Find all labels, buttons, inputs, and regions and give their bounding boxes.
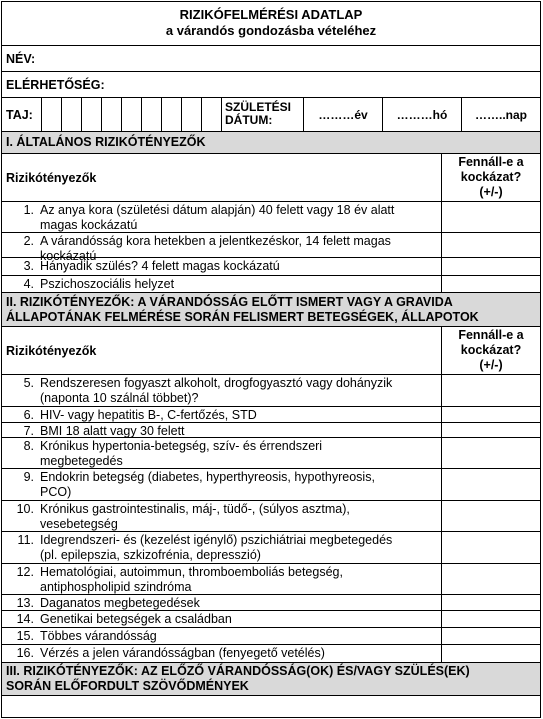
risk-factor-row	[2, 628, 540, 645]
risk-factor-text-line: Krónikus hypertonia-betegség, szív- és érrendszeri	[40, 439, 323, 453]
risk-present-input-cell[interactable]	[442, 564, 540, 594]
risk-factor-text-line: Krónikus gastrointestinalis, máj-, tüdő-, (súlyos asztma),	[40, 502, 350, 516]
risk-present-input-cell[interactable]	[442, 469, 540, 500]
name-field[interactable]	[2, 46, 540, 72]
risk-factor-number: 7.	[23, 424, 34, 438]
risk-factor-text-line: magas kockázatú	[40, 218, 138, 232]
risk-factor-row	[2, 564, 540, 595]
section-header	[2, 663, 540, 696]
risk-factor-text	[40, 276, 442, 292]
risk-factor-number: 1.	[23, 203, 34, 217]
taj-digit-cell[interactable]	[182, 98, 202, 131]
risk-factor-text-line: Vérzés a jelen várandósságban (fenyegető vetélés)	[40, 646, 325, 660]
risk-present-input-cell[interactable]	[442, 233, 540, 257]
risk-factor-text-line: HIV- vagy hepatitis B-, C-fertőzés, STD	[40, 408, 257, 422]
column-header-row	[2, 327, 540, 375]
risk-factor-text-line: Hányadik szülés? 4 felett magas kockázatú	[40, 259, 280, 273]
risk-factor-text-line: Daganatos megbetegedések	[40, 596, 200, 610]
risk-present-header-line: Fennáll-e a	[458, 155, 524, 169]
risk-factor-number: 15.	[16, 629, 34, 643]
risk-present-header-line: (+/-)	[479, 358, 503, 372]
risk-factor-text	[40, 407, 442, 422]
risk-factors-column-header: Rizikótényezők	[2, 154, 442, 201]
risk-present-header-line: kockázat?	[460, 343, 522, 357]
risk-factor-row	[2, 532, 540, 564]
taj-digit-cell[interactable]	[42, 98, 62, 131]
section-header-line: I. ÁLTALÁNOS RIZIKÓTÉNYEZŐK	[6, 135, 206, 149]
risk-factor-text	[40, 202, 442, 232]
risk-factor-number: 2.	[23, 234, 34, 248]
risk-factor-row	[2, 202, 540, 233]
risk-factor-text-line: vesebetegség	[40, 517, 118, 531]
risk-present-header-line: Fennáll-e a	[458, 328, 524, 342]
risk-factor-text-line: Genetikai betegségek a családban	[40, 612, 232, 626]
risk-factor-number: 9.	[23, 470, 34, 484]
risk-factor-number: 13.	[16, 596, 34, 610]
birth-year-field[interactable]: ………év	[304, 98, 383, 131]
taj-digit-cell[interactable]	[122, 98, 142, 131]
risk-factor-text	[40, 423, 442, 437]
risk-factor-number: 11.	[17, 533, 34, 547]
taj-digit-cell[interactable]	[102, 98, 122, 131]
risk-factor-number: 6.	[23, 408, 34, 422]
risk-factor-text	[40, 438, 442, 468]
risk-factor-text	[40, 233, 442, 263]
risk-factor-row	[2, 423, 540, 438]
risk-present-input-cell[interactable]	[442, 611, 540, 627]
risk-factor-text	[40, 645, 442, 662]
form-title-main: RIZIKÓFELMÉRÉSI ADATLAP	[179, 7, 363, 22]
risk-present-input-cell[interactable]	[442, 532, 540, 563]
risk-factor-text-line: Hematológiai, autoimmun, thromboemboliás betegség,	[40, 565, 343, 579]
risk-present-input-cell[interactable]	[442, 276, 540, 292]
risk-factor-row	[2, 233, 540, 263]
risk-factor-text-line: BMI 18 alatt vagy 30 felett	[40, 424, 185, 438]
risk-factor-row	[2, 407, 540, 423]
risk-factor-text	[40, 375, 442, 406]
section-header-line: III. RIZIKÓTÉNYEZŐK: AZ ELŐZŐ VÁRANDÓSSÁG(OK) ÉS/VAGY SZÜLÉS(EK)	[6, 664, 470, 678]
section-header-line: II. RIZIKÓTÉNYEZŐK: A VÁRANDÓSSÁG ELŐTT ISMERT VAGY A GRAVIDA	[6, 294, 453, 309]
section-header-line: SORÁN ELŐFORDULT SZÖVŐDMÉNYEK	[6, 679, 249, 693]
risk-present-input-cell[interactable]	[442, 258, 540, 275]
risk-present-input-cell[interactable]	[442, 595, 540, 610]
section-header	[2, 293, 540, 327]
risk-present-input-cell[interactable]	[442, 438, 540, 468]
risk-factor-text	[40, 564, 442, 594]
birth-day-field[interactable]: ……..nap	[474, 107, 527, 122]
risk-factor-row	[2, 595, 540, 611]
risk-factor-number: 3.	[23, 259, 34, 273]
risk-factor-text-line: Többes várandósság	[40, 629, 157, 643]
risk-present-input-cell[interactable]	[442, 501, 540, 531]
risk-present-header-line: kockázat?	[460, 170, 522, 184]
risk-factor-row	[2, 375, 540, 407]
birth-date-label-line1: SZÜLETÉSI	[225, 100, 292, 114]
risk-present-column-header	[442, 154, 540, 201]
contact-label: ELÉRHETŐSÉG:	[6, 77, 105, 92]
contact-field[interactable]	[2, 72, 540, 98]
birth-date-label	[222, 98, 304, 131]
risk-factor-row	[2, 469, 540, 501]
risk-factor-text	[40, 595, 442, 610]
risk-present-column-header	[442, 327, 540, 374]
risk-factor-number: 14.	[16, 612, 34, 626]
risk-factor-text-line: (pl. epilepszia, szkizofrénia, depresszió)	[40, 548, 261, 562]
risk-factor-text	[40, 469, 442, 500]
risk-factor-number: 12.	[16, 565, 34, 579]
column-header-row	[2, 154, 540, 202]
risk-factor-text-line: PCO)	[40, 485, 72, 499]
risk-factor-number: 10.	[16, 502, 34, 516]
risk-factor-text-line: Idegrendszeri- és (kezelést igénylő) pszichiátriai megbetegedés	[40, 533, 393, 547]
risk-factor-row	[2, 501, 540, 532]
risk-factor-text	[40, 258, 442, 275]
taj-dob-row	[2, 98, 540, 132]
section-header	[2, 132, 540, 154]
risk-factor-number: 16.	[16, 646, 34, 660]
risk-factor-row	[2, 611, 540, 628]
risk-factor-text	[40, 611, 442, 627]
risk-assessment-form	[1, 1, 541, 718]
risk-factor-text	[40, 628, 442, 644]
risk-factor-text-line: megbetegedés	[40, 454, 123, 468]
risk-factor-text-line: Az anya kora (születési dátum alapján) 40 felett vagy 18 év alatt	[40, 203, 395, 217]
risk-factor-text	[40, 532, 442, 563]
risk-factor-text-line: A várandósság kora hetekben a jelentkezéskor, 14 felett magas	[40, 234, 391, 248]
risk-present-input-cell[interactable]	[442, 423, 540, 437]
risk-factor-text	[40, 501, 442, 531]
risk-factor-text-line: (naponta 10 szálnál többet)?	[40, 391, 199, 405]
risk-present-header-line: (+/-)	[479, 185, 503, 199]
section-header-line: ÁLLAPOTÁNAK FELMÉRÉSE SORÁN FELISMERT BETEGSÉGEK, ÁLLAPOTOK	[6, 309, 479, 324]
taj-digit-cell[interactable]	[202, 98, 222, 131]
birth-date-label-line2: DÁTUM:	[225, 113, 273, 127]
risk-present-input-cell[interactable]	[442, 375, 540, 406]
taj-digit-cell[interactable]	[82, 98, 102, 131]
risk-present-input-cell[interactable]	[442, 645, 540, 662]
form-title-sub: a várandós gondozásba vételéhez	[165, 23, 377, 38]
taj-digit-cell[interactable]	[62, 98, 82, 131]
risk-factor-number: 4.	[23, 277, 34, 291]
risk-factor-number: 8.	[23, 439, 34, 453]
risk-present-input-cell[interactable]	[442, 202, 540, 232]
taj-digit-cell[interactable]	[142, 98, 162, 131]
risk-factor-text-line: Pszichoszociális helyzet	[40, 277, 175, 291]
form-title	[2, 2, 540, 46]
taj-label: TAJ:	[2, 98, 42, 131]
risk-factor-row	[2, 645, 540, 663]
risk-present-input-cell[interactable]	[442, 407, 540, 422]
risk-present-input-cell[interactable]	[442, 628, 540, 644]
name-label: NÉV:	[6, 51, 36, 66]
risk-factor-row	[2, 258, 540, 276]
taj-digit-cell[interactable]	[162, 98, 182, 131]
risk-factor-text-line: kockázatú	[40, 249, 97, 263]
risk-factor-text-line: antiphospholipid szindróma	[40, 580, 192, 594]
risk-factor-number: 5.	[23, 376, 34, 390]
risk-factor-text-line: Rendszeresen fogyaszt alkoholt, drogfogyasztó vagy dohányzik	[40, 376, 393, 390]
risk-factor-row	[2, 276, 540, 293]
risk-factor-row	[2, 438, 540, 469]
risk-factor-text-line: Endokrin betegség (diabetes, hyperthyreosis, hypothyreosis,	[40, 470, 375, 484]
birth-month-field[interactable]: ………hó	[383, 98, 462, 131]
risk-factors-column-header: Rizikótényezők	[2, 327, 442, 374]
risk-sections	[2, 132, 540, 696]
